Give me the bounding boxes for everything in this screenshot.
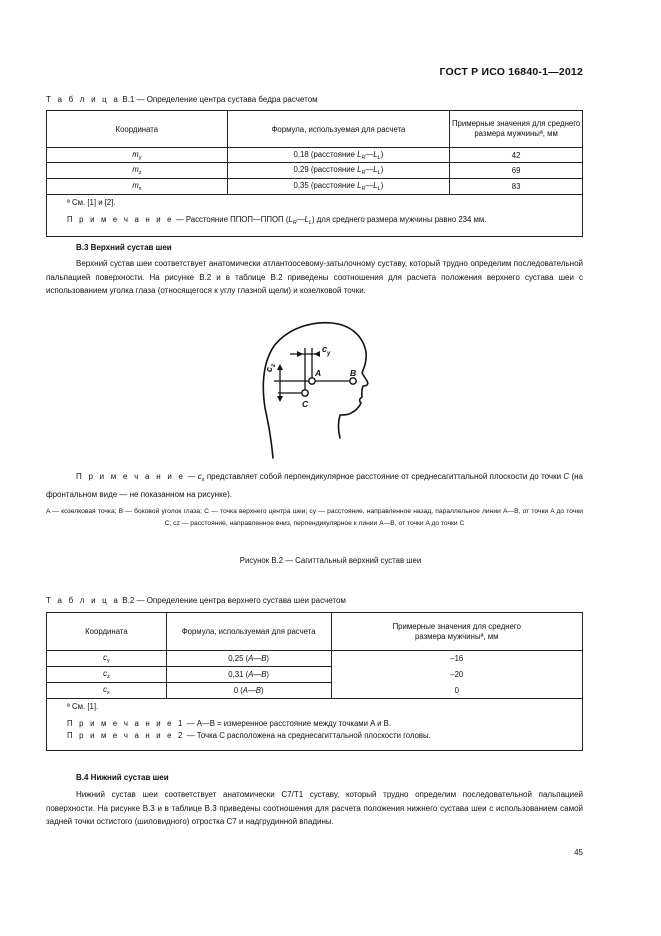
arrow-icon (297, 351, 303, 357)
cell-coordinate: $c_x$ (47, 683, 167, 699)
cell-coordinate: $m_y$ (47, 148, 228, 163)
page-number: 45 (574, 848, 583, 857)
table-b2-caption (46, 596, 346, 605)
label-c: C (302, 399, 309, 409)
cell-formula: 0 (A—B) (166, 683, 331, 699)
cell-value: 69 (450, 163, 583, 179)
table-row (47, 683, 583, 699)
table-note-1: П р и м е ч а н и е 1 — A—B = измеренное расстояние между точками A и B. (67, 719, 392, 728)
table-row (47, 179, 583, 195)
table-notes-row (47, 699, 583, 751)
table-caption-text: В.1 — Определение центра сустава бедра расчетом (120, 95, 318, 104)
figure-note: П р и м е ч а н и е — $c_x$ представляет собой перпендикулярное расстояние от среднесагиттальной плоскости до точки C (на фронтальном виде — не показанном на рисунке). (46, 472, 583, 499)
table-b2 (46, 612, 583, 751)
head-profile-outline (263, 323, 367, 458)
cell-value: 83 (450, 179, 583, 195)
table-header-row (47, 613, 583, 651)
header-values (331, 613, 583, 651)
table-b1 (46, 110, 583, 237)
table-footnote: ª См. [1]. (67, 702, 99, 711)
table-note-2: П р и м е ч а н и е 2 — Точка C расположена на среднесагиттальной плоскости головы. (67, 731, 431, 740)
table-caption-text: В.2 — Определение центра верхнего сустава шеи расчетом (120, 596, 346, 605)
table-note: П р и м е ч а н и е — Расстояние ППОП—ППОП $(L_R—L_L)$ для среднего размера мужчины равно 234 мм. (67, 215, 487, 226)
cell-formula: 0,29 (расстояние $L_R—L_L$) (227, 163, 450, 179)
cell-value: –16 (331, 651, 583, 667)
label-a: A (315, 368, 322, 378)
table-caption-prefix: Т а б л и ц а (46, 95, 121, 104)
table-notes (47, 195, 583, 237)
table-row (47, 163, 583, 179)
cell-formula: 0,18 (расстояние $L_R—L_L$) (227, 148, 450, 163)
label-cy: $c_y$ (322, 344, 331, 357)
cell-value: 42 (450, 148, 583, 163)
header-values-line2: размера мужчиныª, мм (474, 129, 558, 138)
table-caption-prefix: Т а б л и ц а (46, 596, 121, 605)
point-b-marker (350, 378, 356, 384)
arrow-icon (277, 396, 283, 402)
point-a-marker (309, 378, 315, 384)
label-b: B (350, 368, 357, 378)
header-coordinate: Координата (47, 111, 228, 148)
cell-value: 0 (331, 683, 583, 699)
label-cz: $c_z$ (264, 363, 277, 372)
table-footnote: ª См. [1] и [2]. (67, 198, 116, 207)
section-b3-paragraph: Верхний сустав шеи соответствует анатомически атлантоосевому-затылочному суставу, который трудно определим последовательной пальпацией поверхности. На рисунке В.2 и в таблице В.2 приведены соотношения для расчета положения верхнего сустава шеи с использованием уголка глаза (относящегося к углу глазной щели) и козелковой точки. (46, 259, 583, 296)
figure-caption: Рисунок В.2 — Сагиттальный верхний сустав шеи (239, 556, 422, 565)
header-values-line1: Примерные значения для среднего (451, 119, 581, 128)
header-coordinate: Координата (47, 613, 167, 651)
arrow-icon (277, 364, 283, 370)
document-id: ГОСТ Р ИСО 16840-1—2012 (439, 66, 583, 78)
section-b4-paragraph: Нижний сустав шеи соответствует анатомически C7/T1 суставу, который трудно определим последовательной пальпацией поверхности. На рисунке В.3 и в таблице В.3 приведены соотношения для расчета положения нижнего сустава шеи с использованием самой задней точки остистого (шиловидного) отростка C7 и надгрудинной впадины. (46, 790, 583, 827)
table-row (47, 667, 583, 683)
table-b1-caption (46, 95, 318, 104)
cell-formula: 0,35 (расстояние $L_R—L_L$) (227, 179, 450, 195)
point-c-marker (302, 390, 308, 396)
cell-coordinate: $m_x$ (47, 179, 228, 195)
figure-b2-head-diagram (250, 318, 390, 460)
section-b4-heading: В.4 Нижний сустав шеи (76, 773, 169, 782)
cell-coordinate: $c_y$ (47, 651, 167, 667)
cell-coordinate: $c_z$ (47, 667, 167, 683)
header-values (450, 111, 583, 148)
header-formula: Формула, используемая для расчета (227, 111, 450, 148)
cell-value: –20 (331, 667, 583, 683)
table-header-row (47, 111, 583, 148)
figure-legend: A — козелковая точка; B — боковой уголок глаза; C — точка верхнего центра шеи; cy — расстояние, направленное назад, параллельное линии A—B, от точки A до точки C; cz — расстояние, направленное вниз, перпендикулярное к линии A—B, от точки A до точки C (46, 508, 583, 527)
table-notes-row (47, 195, 583, 237)
header-formula: Формула, используемая для расчета (166, 613, 331, 651)
arrow-icon (314, 351, 320, 357)
section-b3-heading: В.3 Верхний сустав шеи (76, 243, 172, 252)
table-row (47, 148, 583, 163)
cell-formula: 0,31 (A—B) (166, 667, 331, 683)
table-row (47, 651, 583, 667)
header-values-line1: Примерные значения для среднего (392, 621, 521, 631)
header-values-line2: размера мужчиныª, мм (414, 631, 499, 641)
table-notes (47, 699, 583, 751)
cell-formula: 0,25 (A—B) (166, 651, 331, 667)
cell-coordinate: $m_z$ (47, 163, 228, 179)
